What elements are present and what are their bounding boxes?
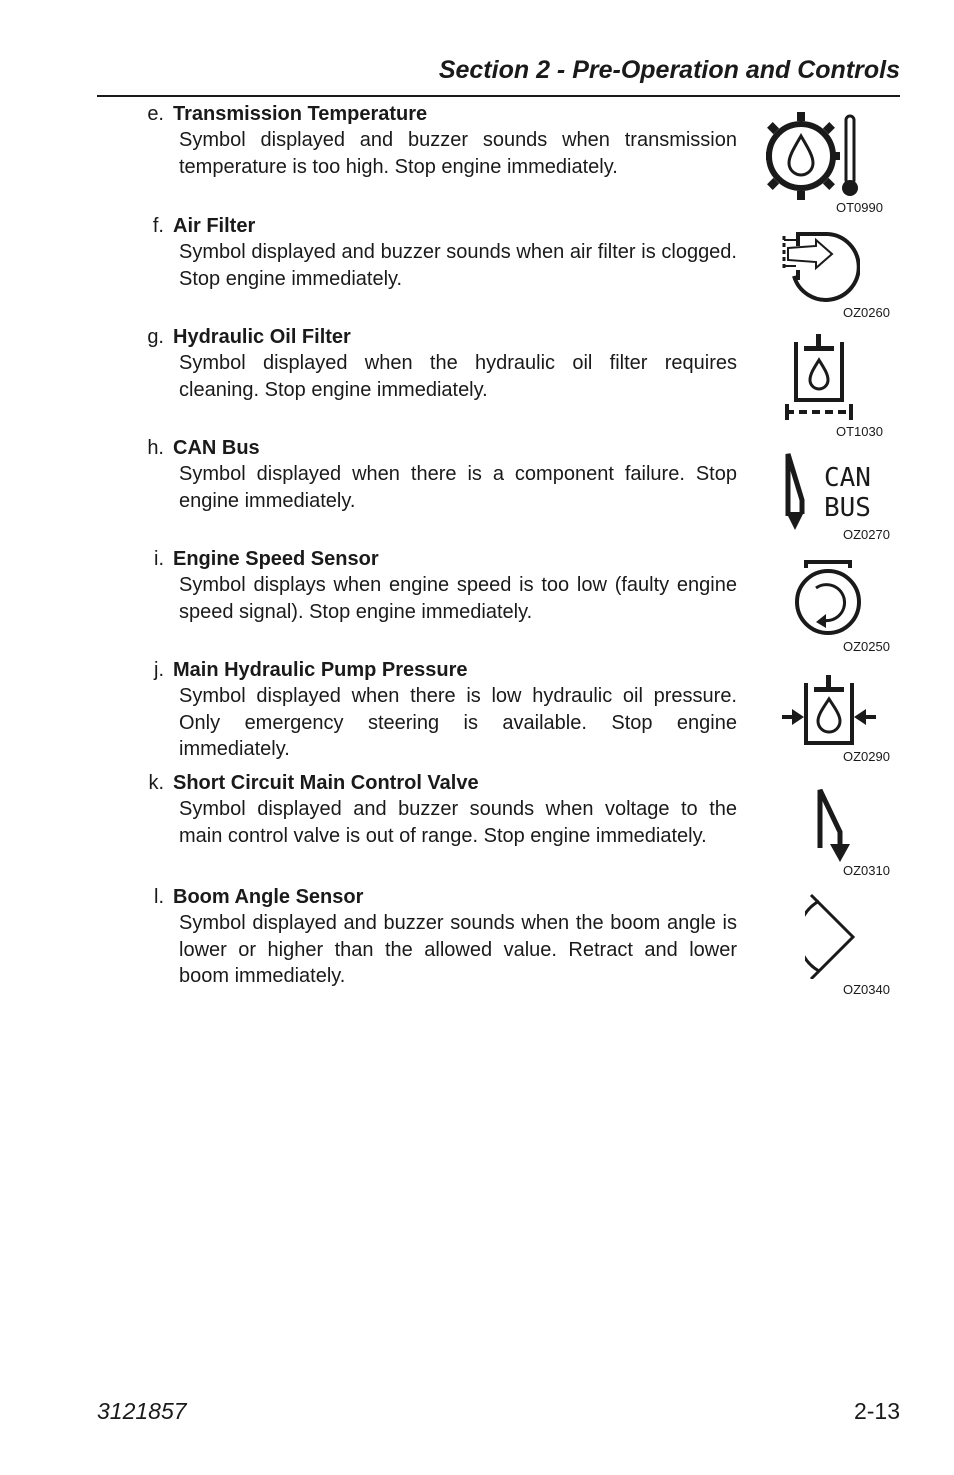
page-number: 2-13	[853, 1398, 900, 1424]
icon-code: OZ0340	[843, 982, 890, 997]
item-description: Symbol displayed when the hydraulic oil filter requires cleaning. Stop engine immediately.	[179, 352, 737, 401]
item-letter: h.	[147, 437, 164, 459]
air-filter-icon	[780, 226, 860, 304]
item-letter: i.	[154, 548, 164, 570]
item-title: Boom Angle Sensor	[173, 886, 364, 908]
icon-code: OZ0260	[843, 305, 890, 320]
icon-code: OZ0250	[843, 639, 890, 654]
section-title: Section 2 - Pre-Operation and Controls	[438, 56, 900, 84]
item-description: Symbol displayed and buzzer sounds when transmission temperature is too high. Stop engine immediately.	[179, 129, 737, 178]
hydraulic-pump-pressure-icon	[782, 675, 876, 747]
item-description: Symbol displays when engine speed is too low (faulty engine speed signal). Stop engine immediately.	[179, 574, 737, 623]
item-letter: k.	[148, 772, 164, 794]
hydraulic-oil-filter-icon	[782, 334, 856, 422]
icon-code: OZ0270	[843, 527, 890, 542]
item-title: Engine Speed Sensor	[173, 548, 379, 570]
item-letter: l.	[154, 886, 164, 908]
item-title: Short Circuit Main Control Valve	[173, 772, 479, 794]
bus-text: BUS	[824, 493, 871, 523]
item-description: Symbol displayed when there is low hydraulic oil pressure. Only emergency steering is available. Stop engine immediately.	[179, 685, 737, 760]
icon-code: OT0990	[836, 200, 883, 215]
icon-code: OZ0310	[843, 863, 890, 878]
item-description: Symbol displayed and buzzer sounds when voltage to the main control valve is out of range. Stop engine immediately.	[179, 798, 737, 847]
item-description: Symbol displayed when there is a component failure. Stop engine immediately.	[179, 463, 737, 512]
header-rule	[97, 95, 900, 97]
document-number: 3121857	[97, 1398, 187, 1424]
transmission-temperature-icon	[766, 112, 864, 200]
icon-code: OT1030	[836, 424, 883, 439]
can-bus-icon	[782, 450, 872, 530]
engine-speed-sensor-icon	[794, 558, 864, 640]
icon-code: OZ0290	[843, 749, 890, 764]
item-title: CAN Bus	[173, 437, 260, 459]
item-title: Transmission Temperature	[173, 103, 428, 125]
item-title: Air Filter	[173, 215, 256, 237]
item-letter: g.	[147, 326, 164, 348]
item-description: Symbol displayed and buzzer sounds when air filter is clogged. Stop engine immediately.	[179, 241, 737, 290]
boom-angle-sensor-icon	[805, 893, 857, 979]
item-letter: j.	[154, 659, 164, 681]
item-description: Symbol displayed and buzzer sounds when the boom angle is lower or higher than the allowed value. Retract and lower boom immediately.	[179, 912, 737, 987]
can-text: CAN	[824, 463, 871, 493]
item-letter: e.	[147, 103, 164, 125]
short-circuit-icon	[812, 786, 852, 862]
item-letter: f.	[152, 215, 164, 237]
item-title: Main Hydraulic Pump Pressure	[173, 659, 468, 681]
item-title: Hydraulic Oil Filter	[173, 326, 351, 348]
